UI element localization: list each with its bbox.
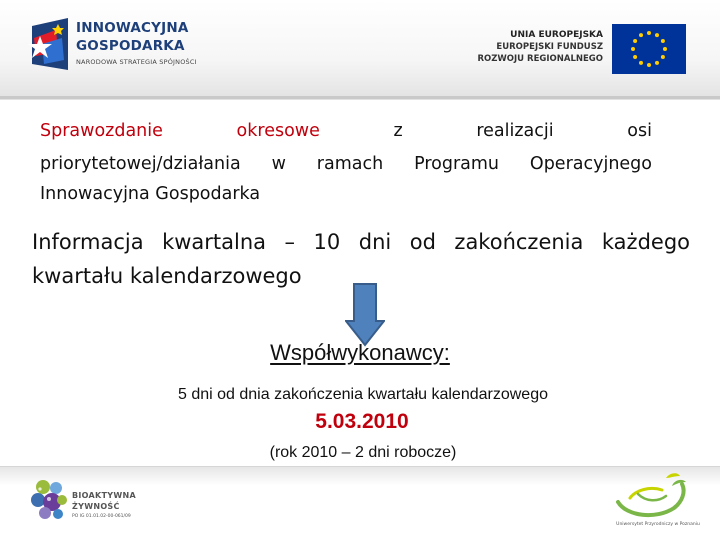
- bioaktywna-zywnosc-logo-icon: [28, 478, 72, 524]
- eu-line3: ROZWOJU REGIONALNEGO: [477, 54, 603, 64]
- co-contractors-heading: [0, 340, 720, 366]
- uniwersytet-przyrodniczy-logo-icon: [612, 468, 692, 520]
- quarterly-info-line1: Informacja kwartalna – 10 dni od zakończenia każdego: [32, 230, 690, 254]
- innowacyjna-gospodarka-logo-icon: [28, 16, 72, 72]
- ig-logo-line2: GOSPODARKA: [76, 38, 185, 54]
- eu-line2: EUROPEJSKI FUNDUSZ: [496, 42, 603, 52]
- quarterly-info-line2: kwartału kalendarzowego: [32, 264, 302, 288]
- report-word-osi: osi: [627, 121, 652, 141]
- bio-logo-line2: ŻYWNOŚĆ: [72, 502, 120, 511]
- bio-logo-line1: BIOAKTYWNA: [72, 491, 137, 500]
- bio-logo-code: PO IG 01.01.02-00-061/09: [72, 514, 131, 519]
- report-word-sprawozdanie: Sprawozdanie: [40, 121, 163, 141]
- report-title-line1: [40, 121, 652, 148]
- arrow-down-icon: [345, 283, 385, 347]
- report-word-realizacji: realizacji: [476, 121, 554, 141]
- deadline-date: 5.03.2010: [315, 410, 409, 433]
- upp-logo-text: Uniwersytet Przyrodniczy w Poznaniu: [616, 522, 700, 527]
- header-divider: [0, 96, 720, 99]
- eu-flag-icon: [612, 24, 686, 74]
- report-title-line2: priorytetowej/działania w ramach Programu Operacyjnego: [40, 154, 652, 174]
- report-word-z: z: [393, 121, 403, 141]
- deadline-description: 5 dni od dnia zakończenia kwartału kalendarzowego: [177, 386, 548, 403]
- ig-logo-line1: INNOWACYJNA: [76, 20, 189, 36]
- eu-line1: UNIA EUROPEJSKA: [510, 30, 603, 40]
- report-title-line3: Innowacyjna Gospodarka: [40, 184, 261, 204]
- co-contractors-heading-text: Współwykonawcy:: [270, 340, 450, 365]
- report-word-okresowe: okresowe: [236, 121, 320, 141]
- deadline-note: (rok 2010 – 2 dni robocze): [269, 444, 457, 461]
- ig-logo-subtitle: NARODOWA STRATEGIA SPÓJNOŚCI: [76, 58, 197, 66]
